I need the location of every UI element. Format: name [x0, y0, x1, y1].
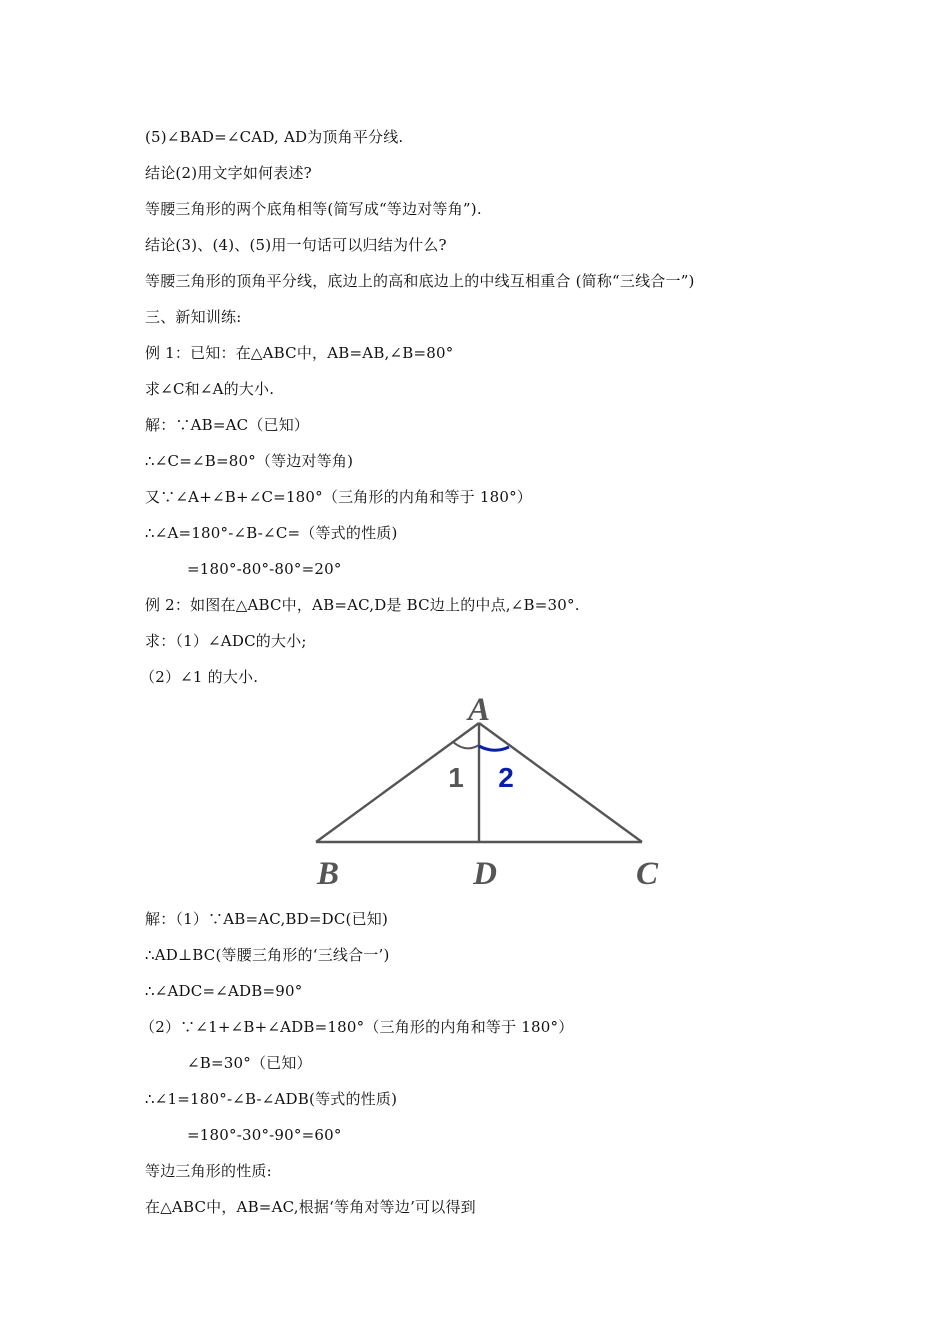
text-line: 等腰三角形的顶角平分线，底边上的高和底边上的中线互相重合 (简称“三线合一”): [145, 272, 695, 290]
text-line: 求：（1）∠ADC的大小;: [145, 632, 307, 650]
label-angle-1: 1: [448, 762, 464, 793]
label-angle-2: 2: [498, 762, 514, 793]
label-c: C: [635, 856, 659, 890]
text-line: 结论(3)、(4)、(5)用一句话可以归结为什么?: [145, 236, 447, 254]
text-line: （2）∠1 的大小.: [140, 668, 259, 686]
text-line: 等腰三角形的两个底角相等(简写成“等边对等角”).: [145, 200, 482, 218]
angle-2-arc: [479, 746, 509, 750]
text-line: 求∠C和∠A的大小.: [145, 380, 275, 398]
example-1-statement: 例 1：已知：在△ABC中，AB=AB,∠B=80°: [145, 344, 454, 362]
solution-line: 解：（1）∵AB=AC,BD=DC(已知): [145, 910, 389, 928]
solution-line: ∴∠1=180°-∠B-∠ADB(等式的性质): [145, 1090, 398, 1108]
triangle-diagram: [300, 690, 670, 890]
label-d: D: [473, 856, 497, 890]
angle-1-arc: [453, 742, 479, 748]
solution-line: ∴∠ADC=∠ADB=90°: [145, 982, 303, 1000]
solution-line: ∴∠A=180°-∠B-∠C=（等式的性质): [145, 524, 398, 542]
solution-line: 又∵∠A+∠B+∠C=180°（三角形的内角和等于 180°）: [145, 488, 532, 506]
text-line: 在△ABC中，AB=AC,根据‘等角对等边’可以得到: [145, 1198, 476, 1216]
label-a: A: [467, 692, 491, 728]
solution-line: （2）∵∠1+∠B+∠ADB=180°（三角形的内角和等于 180°）: [140, 1018, 574, 1036]
solution-line: =180°-30°-90°=60°: [187, 1126, 342, 1144]
solution-line: ∠B=30°（已知）: [187, 1054, 312, 1072]
text-line: (5)∠BAD=∠CAD, AD为顶角平分线.: [145, 128, 404, 146]
label-b: B: [316, 856, 340, 890]
solution-line: ∴AD⊥BC(等腰三角形的‘三线合一’): [145, 946, 390, 964]
triangle-figure: [300, 690, 670, 890]
solution-line: 解：∵AB=AC（已知）: [145, 416, 310, 434]
example-2-statement: 例 2：如图在△ABC中，AB=AC,D是 BC边上的中点,∠B=30°.: [145, 596, 580, 614]
text-line: 结论(2)用文字如何表述?: [145, 164, 312, 182]
solution-line: =180°-80°-80°=20°: [187, 560, 342, 578]
section-heading: 三、新知训练:: [145, 308, 242, 326]
solution-line: ∴∠C=∠B=80°（等边对等角): [145, 452, 354, 470]
text-line: 等边三角形的性质:: [145, 1162, 272, 1180]
